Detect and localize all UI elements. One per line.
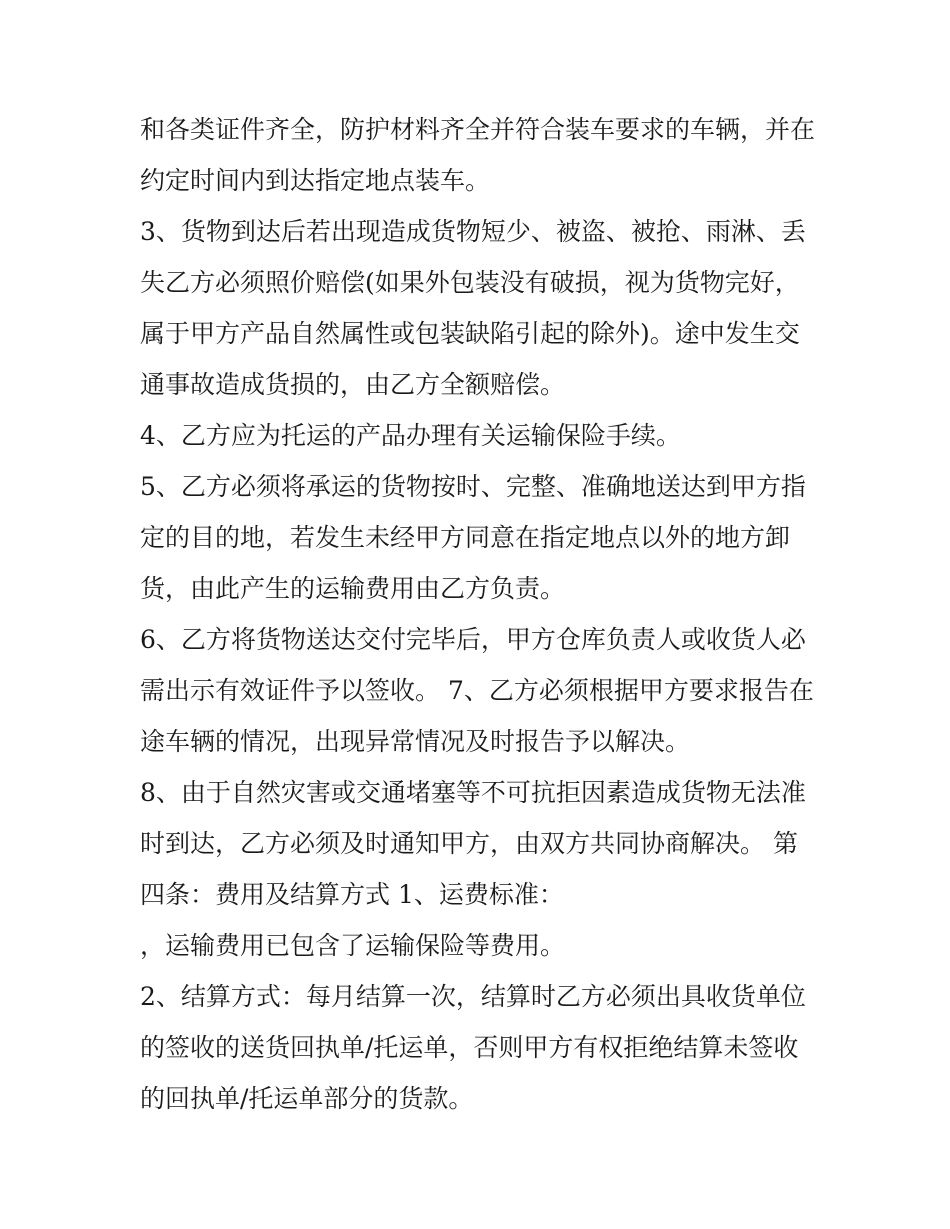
text-line: 3、货物到达后若出现造成货物短少、被盗、被抢、雨淋、丢 <box>140 217 806 246</box>
text-line: 失乙方必须照价赔偿(如果外包装没有破损，视为货物完好， <box>140 268 800 297</box>
text-line: 6、乙方将货物送达交付完毕后，甲方仓库负责人或收货人必 <box>140 625 806 654</box>
text-line: 定的目的地，若发生未经甲方同意在指定地点以外的地方卸 <box>140 523 791 552</box>
text-line: 时到达，乙方必须及时通知甲方，由双方共同协商解决。 第 <box>140 829 798 858</box>
text-line: 的签收的送货回执单/托运单，否则甲方有权拒绝结算未签收 <box>140 1033 799 1062</box>
text-line: 4、乙方应为托运的产品办理有关运输保险手续。 <box>140 421 681 450</box>
text-line: 2、结算方式：每月结算一次，结算时乙方必须出具收货单位 <box>140 982 806 1011</box>
text-line: 货，由此产生的运输费用由乙方负责。 <box>140 574 566 603</box>
text-line: 和各类证件齐全，防护材料齐全并符合装车要求的车辆，并在 <box>140 115 816 144</box>
text-line: 属于甲方产品自然属性或包装缺陷引起的除外)。途中发生交 <box>140 319 800 348</box>
text-line: 途车辆的情况，出现异常情况及时报告予以解决。 <box>140 727 691 756</box>
text-line: ，运输费用已包含了运输保险等费用。 <box>140 931 566 960</box>
text-line: 通事故造成货损的，由乙方全额赔偿。 <box>140 370 566 399</box>
text-line: 5、乙方必须将承运的货物按时、完整、准确地送达到甲方指 <box>140 472 806 501</box>
text-line: 需出示有效证件予以签收。 7、乙方必须根据甲方要求报告在 <box>140 676 814 705</box>
text-line: 的回执单/托运单部分的货款。 <box>140 1084 474 1113</box>
text-line: 8、由于自然灾害或交通堵塞等不可抗拒因素造成货物无法准 <box>140 778 806 807</box>
text-line: 四条：费用及结算方式 1、运费标准： <box>140 880 564 909</box>
text-line: 约定时间内到达指定地点装车。 <box>140 166 491 195</box>
